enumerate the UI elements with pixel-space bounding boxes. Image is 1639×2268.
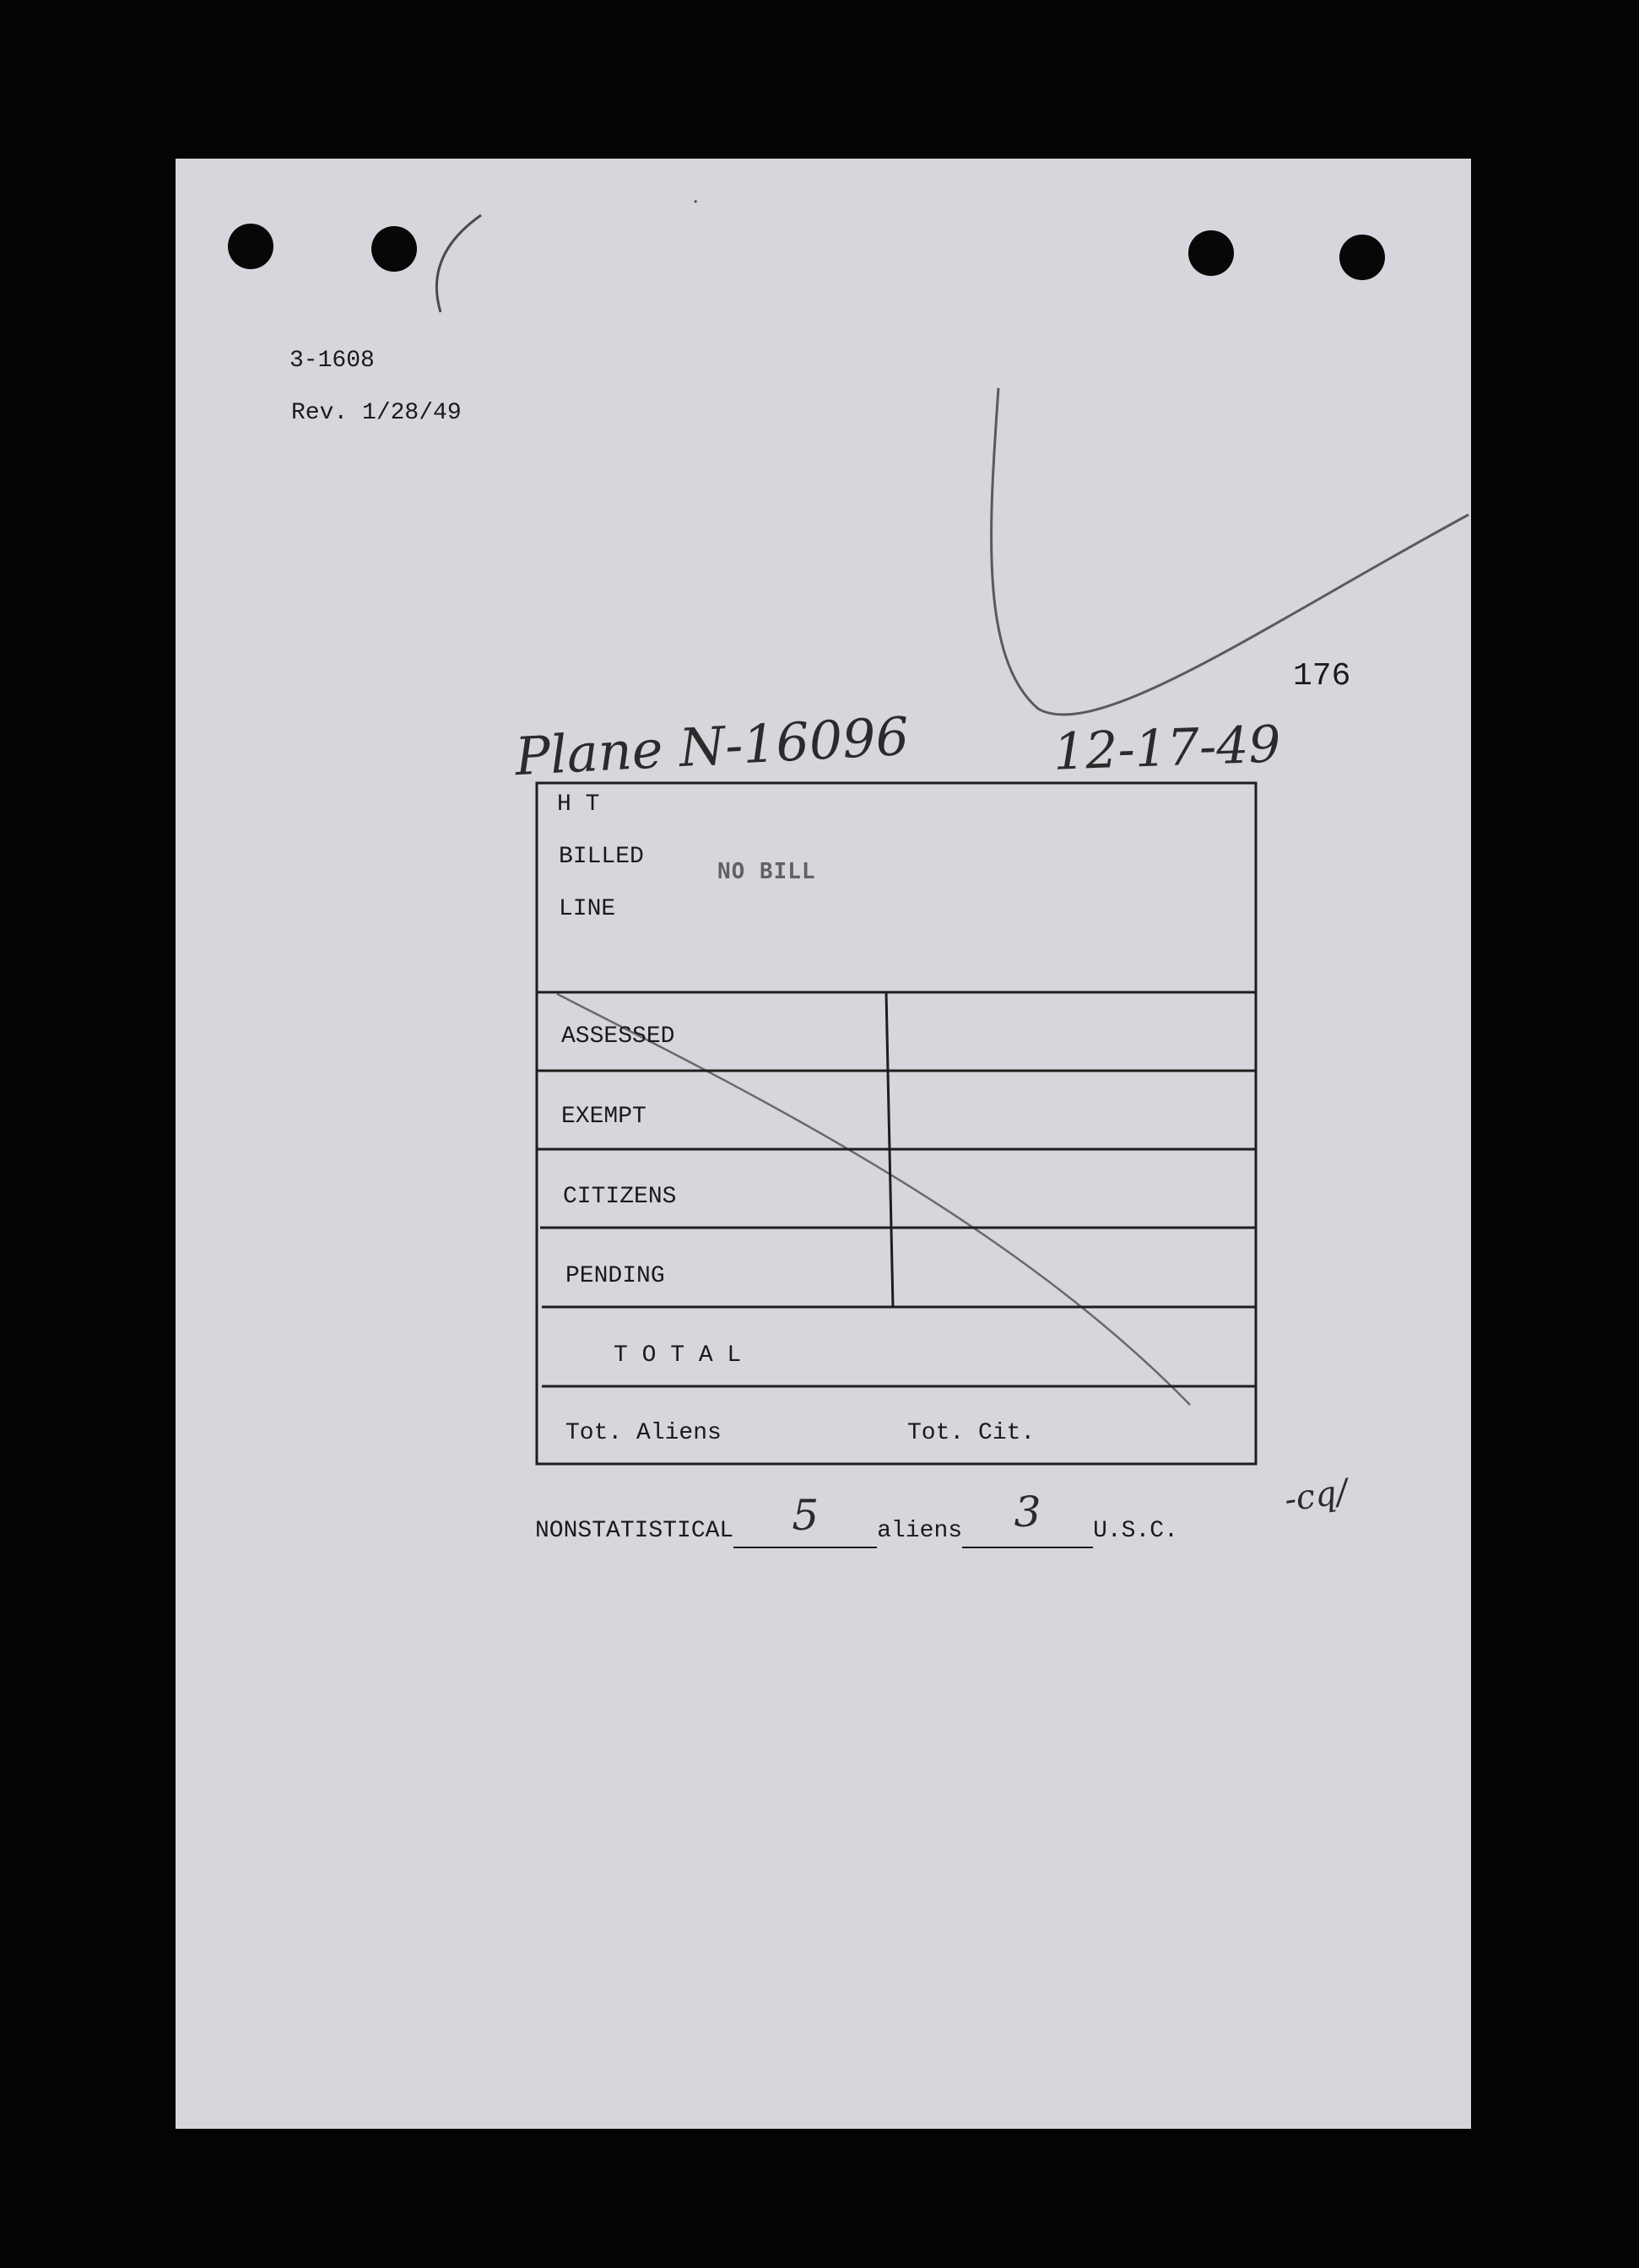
row-label-assessed: ASSESSED xyxy=(561,1023,675,1050)
row-label-citizens: CITIZENS xyxy=(563,1184,677,1210)
nonstatistical-line xyxy=(535,1488,1178,1548)
svg-text:.: . xyxy=(692,183,700,208)
handwritten-margin-initials: -cq/ xyxy=(1282,1472,1350,1520)
header-line-ht: H T xyxy=(557,791,600,818)
usc-count-blank xyxy=(962,1488,1093,1548)
row-label-exempt: EXEMPT xyxy=(561,1104,646,1130)
usc-label: U.S.C. xyxy=(1093,1518,1178,1544)
header-line-billed: BILLED xyxy=(559,844,644,870)
handwritten-date: 12-17-49 xyxy=(1052,715,1282,782)
total-label: T O T A L xyxy=(614,1342,742,1369)
handwritten-aliens-count: 5 xyxy=(792,1491,820,1540)
tot-aliens-label: Tot. Aliens xyxy=(565,1420,722,1446)
aliens-count-blank xyxy=(733,1491,877,1548)
handwritten-usc-count: 3 xyxy=(1014,1488,1041,1536)
aliens-label: aliens xyxy=(877,1518,963,1544)
form-revision: Rev. 1/28/49 xyxy=(291,400,462,426)
tot-cit-label: Tot. Cit. xyxy=(907,1420,1036,1446)
row-label-pending: PENDING xyxy=(565,1263,665,1289)
nonstatistical-label: NONSTATISTICAL xyxy=(535,1518,734,1544)
page-number: 176 xyxy=(1293,658,1351,694)
header-line-line: LINE xyxy=(559,896,616,922)
form-number: 3-1608 xyxy=(289,348,375,374)
no-bill-stamp: NO BILL xyxy=(717,859,816,884)
handwritten-plane-number: Plane N-16096 xyxy=(513,705,911,788)
